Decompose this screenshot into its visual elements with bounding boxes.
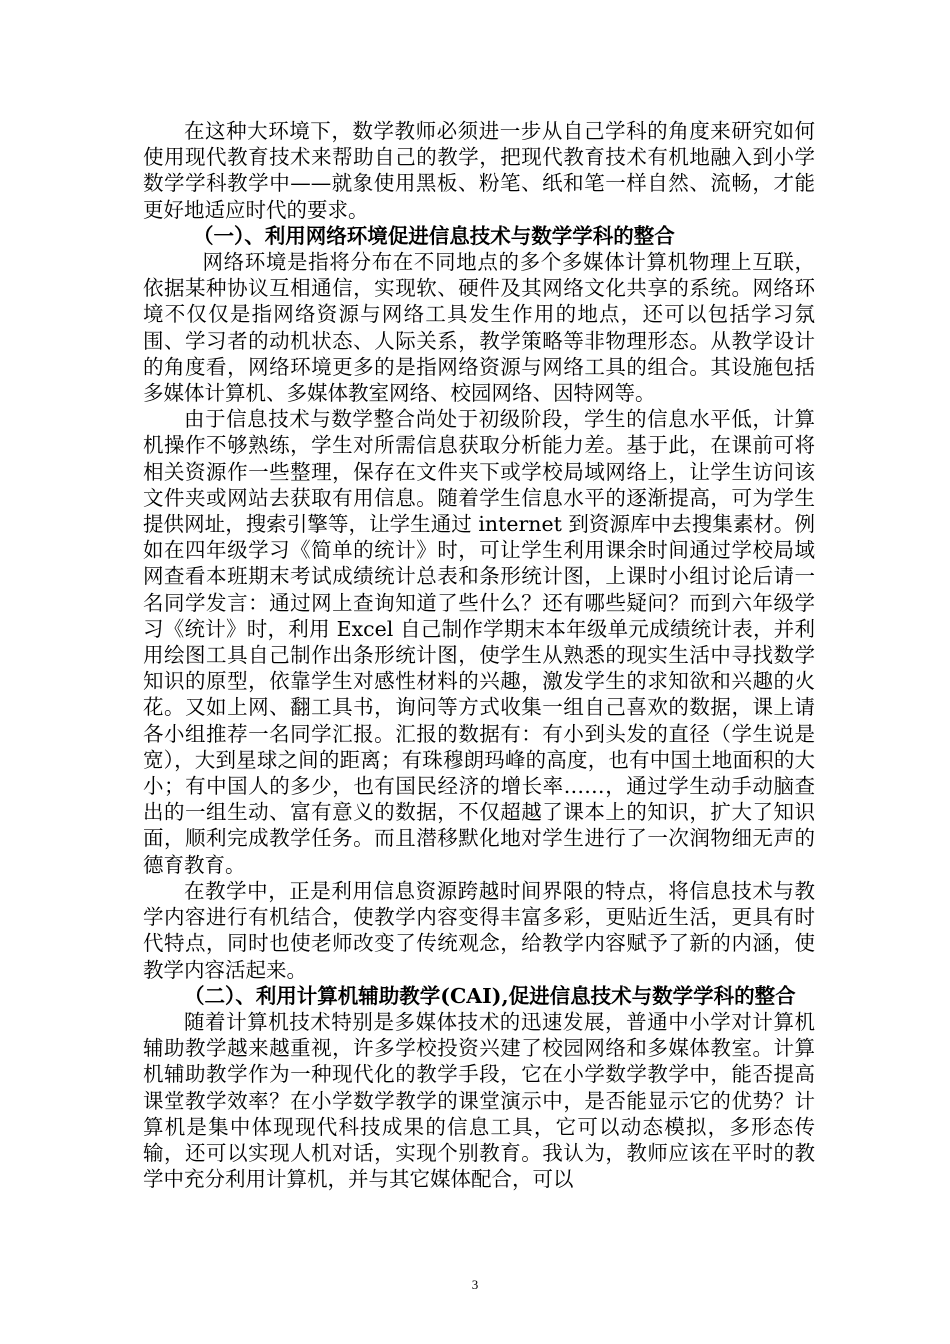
paragraph-network-example: 由于信息技术与数学整合尚处于初级阶段，学生的信息水平低，计算机操作不够熟练，学生对所需信息获取分析能力差。基于此，在课前可将相关资源作一些整理，保存在文件夹下或学校局域网络上，让学生访问该文件夹或网站去获取有用信息。随着学生信息水平的逐渐提高，可为学生提供网址，搜索引擎等，让学生通过 internet 到资源库中去搜集素材。例如在四年级学习《简单的统计》时，可让学生利用课余时间通过学校局域网查看本班期末考试成绩统计总表和条形统计图，上课时小组讨论后请一名同学发言：通过网上查询知道了些什么？还有哪些疑问？而到六年级学习《统计》时，利用 Excel 自己制作学期末本年级单元成绩统计表，并利用绘图工具自己制作出条形统计图，使学生从熟悉的现实生活中寻找数学知识的原型，依靠学生对感性材料的兴趣，激发学生的求知欲和兴趣的火花。又如上网、翻工具书，询问等方式收集一组自己喜欢的数据，课上请各小组推荐一名同学汇报。汇报的数据有：有小到头发的直径（学生说是宽），大到星球之间的距离；有珠穆朗玛峰的高度，也有中国土地面积的大小；有中国人的多少，也有国民经济的增长率……，通过学生动手动脑查出的一组生动、富有意义的数据，不仅超越了课本上的知识，扩大了知识面，顺利完成教学任务。而且潜移默化地对学生进行了一次润物细无声的德育教育。 [143,407,815,877]
paragraph-network-summary: 在教学中，正是利用信息资源跨越时间界限的特点，将信息技术与教学内容进行有机结合，使教学内容变得丰富多彩，更贴近生活，更具有时代特点，同时也使老师改变了传统观念，给教学内容赋予了新的内涵，使教学内容活起来。 [143,878,815,982]
document-page [143,118,815,1192]
paragraph-cai: 随着计算机技术特别是多媒体技术的迅速发展，普通中小学对计算机辅助教学越来越重视，许多学校投资兴建了校园网络和多媒体教室。计算机辅助教学作为一种现代化的教学手段，它在小学数学教学中，能否提高课堂教学效率？在小学数学教学的课堂演示中，是否能显示它的优势？计算机是集中体现现代科技成果的信息工具，它可以动态模拟，多形态传输，还可以实现人机对话，实现个别教育。我认为，教师应该在平时的教学中充分利用计算机，并与其它媒体配合，可以 [143,1009,815,1192]
section-heading-cai: （二）、利用计算机辅助教学(CAI),促进信息技术与数学学科的整合 [184,983,796,1008]
paragraph-network-definition: 网络环境是指将分布在不同地点的多个多媒体计算机物理上互联，依据某种协议互相通信，实现软、硬件及其网络文化共享的系统。网络环境不仅仅是指网络资源与网络工具发生作用的地点，还可以包括学习氛围、学习者的动机状态、人际关系，教学策略等非物理形态。从教学设计的角度看，网络环境更多的是指网络资源与网络工具的组合。其设施包括多媒体计算机、多媒体教室网络、校园网络、因特网等。 [143,250,815,406]
page-number: 3 [471,1277,479,1292]
section-heading-network: （一）、利用网络环境促进信息技术与数学学科的整合 [193,223,675,248]
paragraph-intro: 在这种大环境下，数学教师必须进一步从自己学科的角度来研究如何使用现代教育技术来帮助自己的教学，把现代教育技术有机地融入到小学数学学科教学中——就象使用黑板、粉笔、纸和笔一样自然、流畅，才能更好地适应时代的要求。 [143,119,815,222]
